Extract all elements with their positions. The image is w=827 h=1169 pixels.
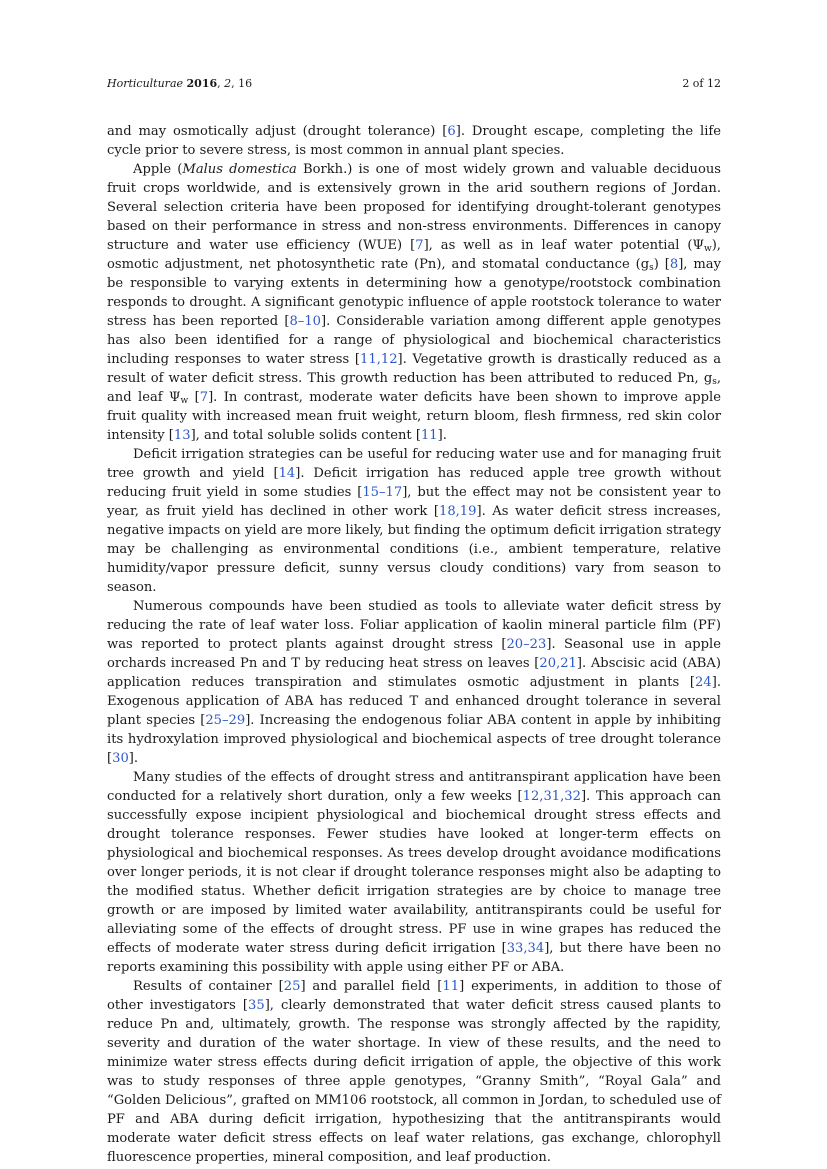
paragraph: Numerous compounds have been studied as tools to alleviate water deficit stress by reducing the rate of leaf water loss. Foliar application of kaolin mineral particle film (PF) was reported to protect plants against drought stress [20–23]. Seasonal use in apple orchards increased Pn and T by reducing heat stress on leaves [20,21]. Abscisic acid (ABA) application reduces transpiration and stimulates osmotic adjustment in plants [24]. Exogenous application of ABA has reduced T and enhanced drought tolerance in several plant species [25–29]. Increasing the endogenous foliar ABA content in apple by inhibiting its hydroxylation improved physiological and biochemical aspects of tree drought tolerance [30].: [107, 599, 721, 766]
article-body: [107, 122, 721, 1167]
article-number: 16: [238, 77, 253, 90]
journal-volume: 2: [224, 77, 232, 90]
journal-citation: Horticulturae 2016, 2, 16: [107, 77, 253, 90]
page-header: [107, 77, 721, 91]
journal-year: 2016: [186, 77, 218, 90]
journal-name: Horticulturae: [107, 77, 184, 90]
paragraph: and may osmotically adjust (drought tolerance) [6]. Drought escape, completing the life cycle prior to severe stress, is most common in annual plant species.: [107, 124, 721, 158]
paragraph: Many studies of the effects of drought stress and antitranspirant application have been conducted for a relatively short duration, only a few weeks [12,31,32]. This approach can successfully expose incipient physiological and biochemical drought stress effects and drought tolerance responses. Fewer studies have looked at longer-term effects on physiological and biochemical responses. As trees develop drought avoidance modifications over longer periods, it is not clear if drought tolerance responses might also be adapting to the modified status. Whether deficit irrigation strategies are by choice to manage tree growth or are imposed by limited water availability, antitranspirants could be useful for alleviating some of the effects of drought stress. PF use in wine grapes has reduced the effects of moderate water stress during deficit irrigation [33,34], but there have been no reports examining this possibility with apple using either PF or ABA.: [107, 770, 721, 975]
paragraph: Deficit irrigation strategies can be useful for reducing water use and for managing fruit tree growth and yield [14]. Deficit irrigation has reduced apple tree growth without reducing fruit yield in some studies [15–17], but the effect may not be consistent year to year, as fruit yield has declined in other work [18,19]. As water deficit stress increases, negative impacts on yield are more likely, but finding the optimum deficit irrigation strategy may be challenging as environmental conditions (i.e., ambient temperature, relative humidity/vapor pressure deficit, sunny versus cloudy conditions) vary from season to season.: [107, 447, 721, 595]
paragraph: Apple (Malus domestica Borkh.) is one of most widely grown and valuable deciduous fruit crops worldwide, and is extensively grown in the arid southern regions of Jordan. Several selection criteria have been proposed for identifying drought-tolerant genotypes based on their performance in stress and non-stress environments. Differences in canopy structure and water use efficiency (WUE) [7], as well as in leaf water potential $(\Psi_w)$, osmotic adjustment, net photosynthetic rate (Pn), and stomatal conductance $(g_s)$ [8], may be responsible to varying extents in determining how a genotype/rootstock combination responds to drought. A significant genotypic influence of apple rootstock tolerance to water stress has been reported [8–10]. Considerable variation among different apple genotypes has also been identified for a range of physiological and biochemical characteristics including responses to water stress [11,12]. Vegetative growth is drastically reduced as a result of water deficit stress. This growth reduction has been attributed to reduced Pn, $g_s$, and leaf $\Psi_w$ [7]. In contrast, moderate water deficits have been shown to improve apple fruit quality with increased mean fruit weight, return bloom, flesh firmness, red skin color intensity [13], and total soluble solids content [11].: [107, 162, 721, 443]
page-number: 2 of 12: [682, 77, 721, 90]
paragraph: Results of container [25] and parallel field [11] experiments, in addition to those of other investigators [35], clearly demonstrated that water deficit stress caused plants to reduce Pn and, ultimately, growth. The response was strongly affected by the rapidity, severity and duration of the water shortage. In view of these results, and the need to minimize water stress effects during deficit irrigation of apple, the objective of this work was to study responses of three apple genotypes, “Granny Smith”, “Royal Gala” and “Golden Delicious”, grafted on MM106 rootstock, all common in Jordan, to scheduled use of PF and ABA during deficit irrigation, hypothesizing that the antitranspirants would moderate water deficit stress effects on leaf water relations, gas exchange, chlorophyll fluorescence properties, mineral composition, and leaf production.: [107, 979, 721, 1165]
